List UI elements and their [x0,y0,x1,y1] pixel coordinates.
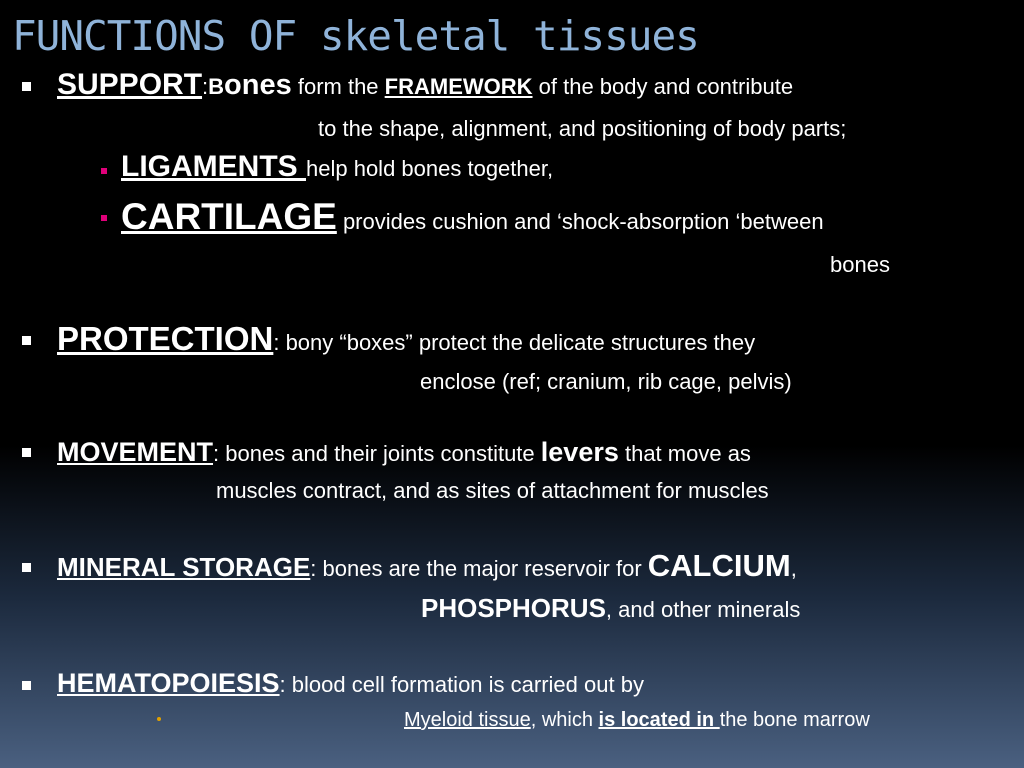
movement-text2: that move as [618,441,751,466]
levers-term: levers [540,437,619,467]
support-b-rest: ones [224,69,292,101]
cartilage-heading: CARTILAGE [121,196,337,237]
protection-line [57,320,755,358]
bullet-square-icon [22,563,31,572]
support-text1: form the [291,74,385,99]
bullet-square-icon [22,82,31,91]
mineral-line2-rest: , and other minerals [605,597,801,622]
bullet-square-icon [22,448,31,457]
hematopoiesis-end: the bone marrow [719,709,870,731]
support-line2: to the shape, alignment, and positioning of body parts; [318,116,847,141]
ligaments-text: help hold bones together, [306,156,554,181]
myeloid-term: Myeloid tissue [404,709,531,731]
bullet-square-icon [22,336,31,345]
hematopoiesis-line2 [404,709,870,732]
cartilage-text: provides cushion and ‘shock-absorption ‘between [336,209,824,234]
hematopoiesis-heading: HEMATOPOIESIS [57,668,280,698]
support-line [57,68,793,102]
ligaments-line [121,150,553,184]
support-text2: of the body and contribute [532,74,794,99]
support-b-cap: B [208,74,225,99]
sub-bullet-icon [101,215,107,221]
slide-title: FUNCTIONS OF skeletal tissues [12,12,699,60]
sub-bullet-dot-icon [157,717,161,721]
hematopoiesis-text: : blood cell formation is carried out by [279,672,644,697]
cartilage-line [121,196,824,238]
phosphorus-term: PHOSPHORUS [421,593,606,623]
located-term: is located in [598,709,720,731]
movement-text1: : bones and their joints constitute [213,441,541,466]
bullet-square-icon [22,681,31,690]
hematopoiesis-mid: , which [530,709,599,731]
ligaments-heading: LIGAMENTS [121,150,306,183]
calcium-term: CALCIUM [647,548,791,583]
movement-line2: muscles contract, and as sites of attachment for muscles [216,478,769,503]
mineral-comma: , [790,556,797,581]
mineral-line2 [421,593,800,624]
protection-heading: PROTECTION [57,320,274,357]
support-colon: : [202,74,209,99]
mineral-heading: MINERAL STORAGE [57,552,311,582]
mineral-text: : bones are the major reservoir for [310,556,648,581]
cartilage-line2: bones [830,252,890,277]
protection-line2: enclose (ref; cranium, rib cage, pelvis) [420,369,792,394]
framework-term: FRAMEWORK [384,74,533,99]
sub-bullet-icon [101,168,107,174]
protection-text: : bony “boxes” protect the delicate structures they [273,330,756,355]
mineral-line [57,548,797,584]
movement-heading: MOVEMENT [57,437,214,467]
support-heading: SUPPORT [57,68,203,101]
hematopoiesis-line [57,668,644,699]
movement-line [57,437,751,468]
